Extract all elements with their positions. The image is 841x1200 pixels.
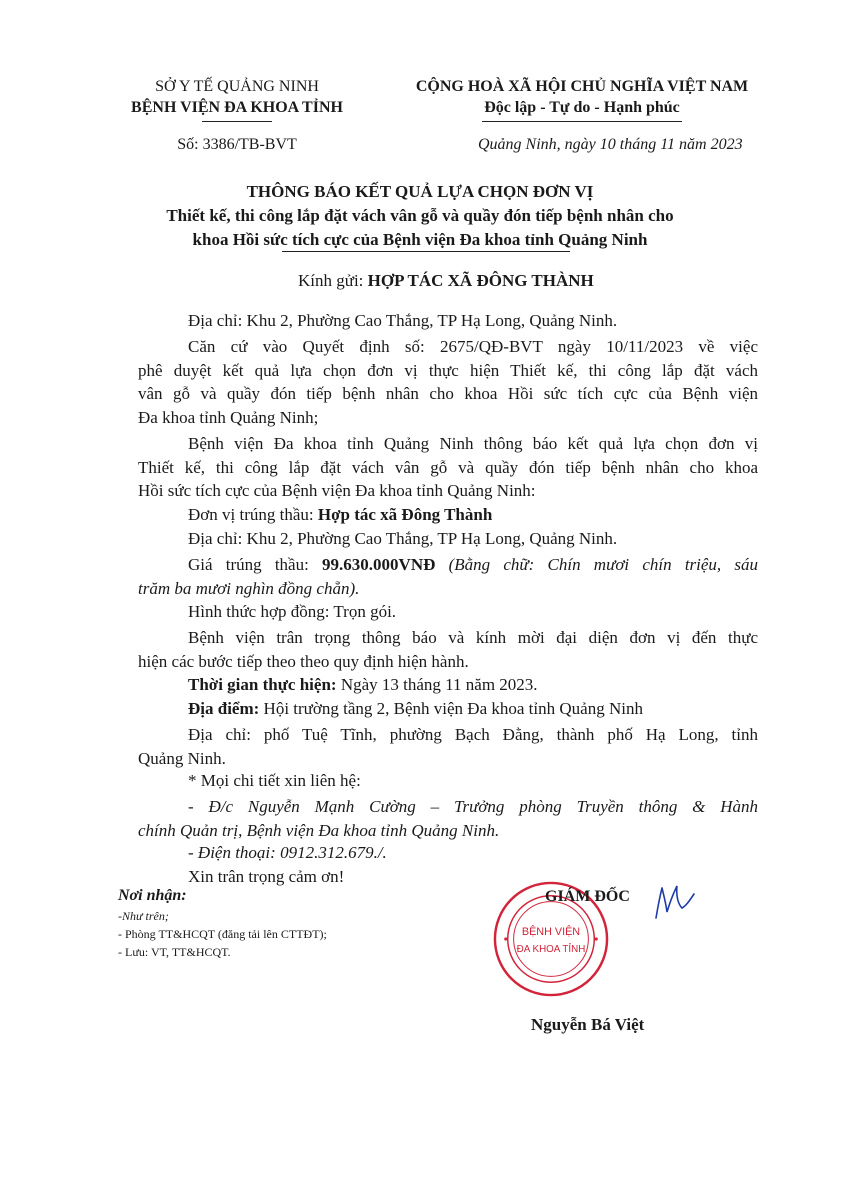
winner-line <box>188 505 492 525</box>
contact-intro: * Mọi chi tiết xin liên hệ: <box>188 771 361 790</box>
signer-position: GIÁM ĐỐC <box>545 888 630 905</box>
invite-paragraph <box>138 626 758 673</box>
time-value: Ngày 13 tháng 11 năm 2023. <box>336 675 538 694</box>
winner-name: Hợp tác xã Đông Thành <box>317 505 493 524</box>
stamp-dot <box>504 937 507 940</box>
national-motto: Độc lập - Tự do - Hạnh phúc <box>484 99 680 116</box>
org-name: BỆNH VIỆN ĐA KHOA TỈNH <box>131 99 343 116</box>
stamp-text-line2: ĐA KHOA TỈNH <box>516 943 586 955</box>
venue-line <box>188 699 643 719</box>
document-subject-line1: Thiết kế, thi công lắp đặt vách vân gỗ và quầy đón tiếp bệnh nhân cho <box>166 206 674 225</box>
stamp-center-ring <box>514 902 589 977</box>
recipients-item: -Như trên; <box>118 909 169 923</box>
place-date: Quảng Ninh, ngày 10 tháng 11 năm 2023 <box>478 136 743 153</box>
document-title: THÔNG BÁO KẾT QUẢ LỰA CHỌN ĐƠN VỊ <box>246 182 594 201</box>
basis-line: phê duyệt kết quả lựa chọn đơn vị thực hiện Thiết kế, thi công lắp đặt vách <box>138 360 758 380</box>
winner-label: Đơn vị trúng thầu: <box>188 505 318 524</box>
motto-underline <box>482 121 682 122</box>
handwritten-signature <box>650 882 698 922</box>
time-label: Thời gian thực hiện: <box>188 675 337 694</box>
recipients-item: - Phòng TT&HCQT (đăng tải lên CTTĐT); <box>118 927 327 941</box>
basis-line: vân gỗ và quầy đón tiếp bệnh nhân cho khoa Hồi sức tích cực của Bệnh viện <box>138 384 758 403</box>
invite-line: Bệnh viện trân trọng thông báo và kính mời đại diện đơn vị đến thực <box>188 628 758 647</box>
stamp-dot <box>595 937 598 940</box>
price-value: 99.630.000VNĐ <box>322 555 436 574</box>
winner-address: Địa chỉ: Khu 2, Phường Cao Thắng, TP Hạ Long, Quảng Ninh. <box>188 529 618 548</box>
stamp-inner-ring <box>508 896 595 983</box>
recipient-line <box>298 271 594 291</box>
contact-paragraph <box>138 795 758 842</box>
org-underline <box>202 121 272 122</box>
basis-paragraph <box>138 335 758 429</box>
recipient-name: HỢP TÁC XÃ ĐÔNG THÀNH <box>367 271 594 290</box>
contract-form: Hình thức hợp đồng: Trọn gói. <box>188 602 397 621</box>
price-label: Giá trúng thầu: <box>188 555 323 574</box>
thanks-line: Xin trân trọng cảm ơn! <box>188 867 345 886</box>
notice-line: Thiết kế, thi công lắp đặt vách vân gỗ và quầy đón tiếp bệnh nhân cho khoa <box>138 457 758 477</box>
venue-value: Hội trường tầng 2, Bệnh viện Đa khoa tỉnh Quảng Ninh <box>259 699 643 718</box>
contact-line: - Đ/c Nguyễn Mạnh Cường – Trưởng phòng Truyền thông & Hành <box>188 797 758 816</box>
basis-line: Căn cứ vào Quyết định số: 2675/QĐ-BVT ngày 10/11/2023 về việc <box>188 337 758 356</box>
contact-phone: - Điện thoại: 0912.312.679./. <box>188 843 387 862</box>
price-paragraph <box>138 553 758 600</box>
price-words: (Bằng chữ: Chín mươi chín triệu, sáu <box>435 555 758 574</box>
signer-name: Nguyễn Bá Việt <box>531 1015 645 1034</box>
recipient-address: Địa chỉ: Khu 2, Phường Cao Thắng, TP Hạ Long, Quảng Ninh. <box>188 311 618 330</box>
recipient-label: Kính gửi: <box>298 271 368 290</box>
recipients-item: - Lưu: VT, TT&HCQT. <box>118 945 231 959</box>
org-parent: SỞ Y TẾ QUẢNG NINH <box>155 78 319 95</box>
title-underline <box>282 251 570 252</box>
contact-line: chính Quản trị, Bệnh viện Đa khoa tỉnh Quảng Ninh. <box>138 820 500 840</box>
invite-line: hiện các bước tiếp theo theo quy định hiện hành. <box>138 651 469 671</box>
time-line <box>188 675 538 695</box>
venue-address-paragraph <box>138 723 758 770</box>
price-words-cont: trăm ba mươi nghìn đồng chẵn). <box>138 578 360 598</box>
venue-address-line: Quảng Ninh. <box>138 748 226 768</box>
notice-line: Bệnh viện Đa khoa tỉnh Quảng Ninh thông báo kết quả lựa chọn đơn vị <box>188 434 758 453</box>
notice-line: Hồi sức tích cực của Bệnh viện Đa khoa tỉnh Quảng Ninh: <box>138 481 536 500</box>
notice-paragraph <box>138 432 758 503</box>
basis-line: Đa khoa tỉnh Quảng Ninh; <box>138 407 319 427</box>
document-number: Số: 3386/TB-BVT <box>177 136 297 153</box>
nation-title: CỘNG HOÀ XÃ HỘI CHỦ NGHĨA VIỆT NAM <box>415 78 749 95</box>
price-line <box>138 553 758 577</box>
signature-stroke <box>656 886 694 918</box>
document-subject-line2: khoa Hồi sức tích cực của Bệnh viện Đa khoa tỉnh Quảng Ninh <box>192 230 648 249</box>
stamp-text-line1: BỆNH VIỆN <box>521 926 581 939</box>
venue-label: Địa điểm: <box>188 699 260 718</box>
recipients-title: Nơi nhận: <box>118 887 187 904</box>
venue-address-line: Địa chỉ: phố Tuệ Tĩnh, phường Bạch Đằng, thành phố Hạ Long, tỉnh <box>188 725 758 744</box>
